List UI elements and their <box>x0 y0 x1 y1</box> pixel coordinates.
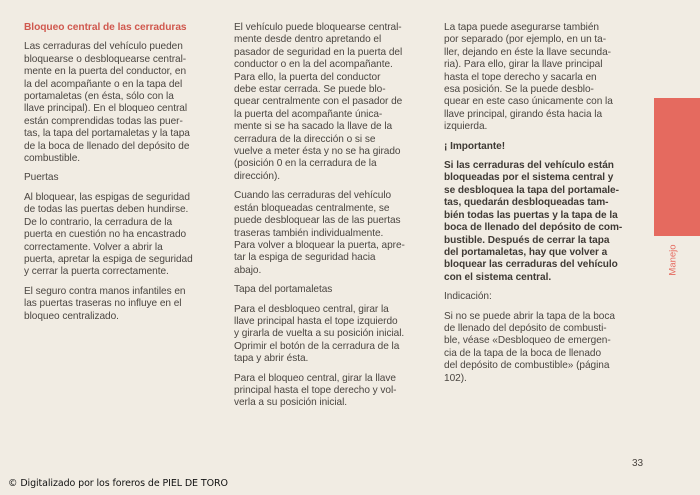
important-text: Si las cerraduras del vehículo están bloqueadas por el sistema central y se desbloquea la tapa del portamale- tas, quedarán desbloqueadas tam- bién todas las puertas y la tapa de la boca de llenado del depósito de com- bustible. Después de cerrar la tapa del portamaletas, hay que volver a bloquear las cerraduras del vehículo con el sistema central. <box>444 160 623 283</box>
column-3 <box>444 22 640 392</box>
chapter-label <box>664 236 682 284</box>
important-title: ¡ Importante! <box>444 140 506 152</box>
fuel-flap-paragraph: Si no se puede abrir la tapa de la boca de llenado del depósito de combusti- ble, véase «Desbloqueo de emergen- cia de la tapa de la boca de llenado del depósito de combustible» (página 102). <box>444 310 615 384</box>
footer-credit: © Digitalizado por los foreros de PIEL DE TORO <box>8 478 228 489</box>
column-1 <box>24 22 218 330</box>
subtitle-portamaletas: Tapa del portamaletas <box>234 284 333 296</box>
chapter-label-text: Manejo <box>667 244 679 276</box>
page-number: 33 <box>632 458 644 469</box>
interior-lock-paragraph: El vehículo puede bloquearse central- mente desde dentro apretando el pasador de seguridad en la puerta del conductor o en la del acompañante. Para ello, la puerta del conductor debe estar cerrada. Se puede blo- quear centralmente con el pasador de la puerta del acompañante única- mente si se ha sacado la llave de la cerradura de la dirección o si se vuelve a meter ésta y no se ha girado (posición 0 en la cerradura de la dirección). <box>234 22 403 182</box>
section-title: Bloqueo central de las cerraduras <box>24 22 187 33</box>
rear-doors-paragraph: Cuando las cerraduras del vehículo están bloqueadas centralmente, se puede desbloquear las de las puertas traseras también individualmente. Para volver a bloquear la puerta, apre- tar la espiga de seguridad hacia abajo. <box>234 190 405 276</box>
trunk-unlock-paragraph: Para el desbloqueo central, girar la llave principal hasta el tope izquierdo y girarla de vuelta a su posición inicial. Oprimir el botón de la cerradura de la tapa y abrir ésta. <box>234 303 405 365</box>
child-lock-paragraph: El seguro contra manos infantiles en las puertas traseras no influye en el bloqueo centralizado. <box>24 285 186 322</box>
doors-paragraph: Al bloquear, las espigas de seguridad de todas las puertas deben hundirse. De lo contrario, la cerradura de la puerta en cuestión no ha encastrado correctamente. Volver a abrir la puerta, apretar la espiga de seguridad y cerrar la puerta correctamente. <box>24 191 193 278</box>
trunk-lock-paragraph: Para el bloqueo central, girar la llave principal hasta el tope derecho y vol- verla a su posición inicial. <box>234 372 397 409</box>
subtitle-puertas: Puertas <box>24 172 59 184</box>
subtitle-indicacion: Indicación: <box>444 291 492 303</box>
trunk-separate-paragraph: La tapa puede asegurarse también por separado (por ejemplo, en un ta- ller, dejando en éste la llave secunda- ria). Para ello, girar la llave principal hasta el tope derecho y sacarla en esa posición. Se la puede desblo- quear en este caso únicamente con la llave principal, girando ésta hacia la izquierda. <box>444 22 613 133</box>
chapter-tab <box>654 98 700 236</box>
column-2 <box>234 22 424 417</box>
intro-paragraph: Las cerraduras del vehículo pueden bloquearse o desbloquearse central- mente en la puerta del conductor, en la del acompañante o en la tapa del portamaletas (en ésta, sólo con la llave principal). En el bloqueo central están comprendidas todas las puer- tas, la tapa del portamaletas y la tapa de la boca de llenado del depósito de combustible. <box>24 41 190 165</box>
